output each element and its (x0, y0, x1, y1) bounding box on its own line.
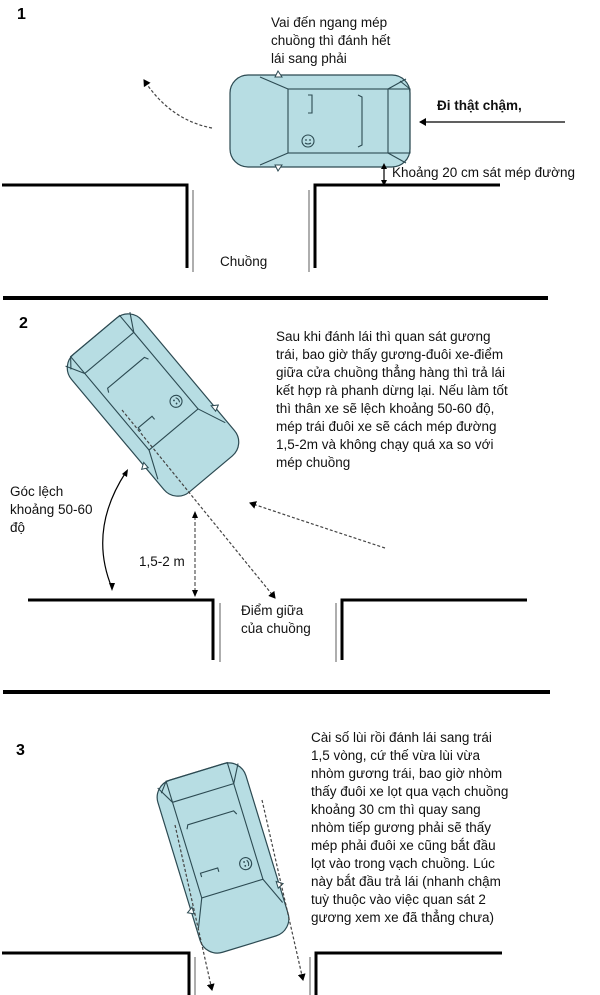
turn-note-line: Vai đến ngang mép (271, 15, 388, 30)
angle-note (10, 483, 93, 537)
turn-note-line: lái sang phải (271, 51, 347, 66)
description-line: gương xem xe đã thẳng chưa) (311, 910, 495, 925)
description-line: Cài số lùi rồi đánh lái sang trái (311, 730, 492, 745)
garage-right-wall-2 (342, 600, 527, 660)
description-line: thì thân xe sẽ lệch khoảng 50-60 độ, (276, 401, 495, 416)
garage-left-wall (2, 185, 187, 268)
step-2-description (276, 328, 508, 472)
description-line: mép phải đuôi xe cũng bắt đầu (311, 838, 496, 853)
description-line: tuỳ thuộc vào việc quan sát 2 (311, 892, 486, 907)
midpoint-note-line: của chuồng (241, 621, 311, 636)
car-step-2 (57, 304, 249, 506)
angle-note-line: khoảng 50-60 (10, 502, 93, 517)
midpoint-note (241, 602, 311, 638)
description-line: kết hợp rà phanh dừng lại. Nếu làm tốt (276, 383, 508, 398)
midpoint-note-line: Điểm giữa (241, 603, 304, 618)
garage-left-wall-3 (2, 953, 189, 995)
approach-path (250, 503, 385, 548)
description-line: mép chuồng (276, 455, 351, 470)
description-line: 1,5 vòng, cứ thế vừa lùi vừa (311, 748, 480, 763)
description-line: thấy đuôi xe lọt qua vạch chuồng (311, 784, 509, 799)
step-number-3: 3 (16, 742, 25, 759)
distance-note: Khoảng 20 cm sát mép đường (392, 165, 575, 180)
description-line: khoảng 30 cm thì quay sang (311, 802, 481, 817)
step-3-description (311, 729, 508, 927)
car-step-3 (149, 757, 297, 958)
angle-arc (103, 472, 126, 588)
garage-left-wall-2 (28, 600, 213, 660)
turn-note (271, 14, 390, 68)
step-number-1: 1 (17, 6, 26, 23)
description-line: lọt vào trong vạch chuồng. Lúc (311, 856, 495, 871)
description-line: nhòm tiếp gương phải sẽ thấy (311, 820, 492, 835)
angle-note-line: độ (10, 520, 26, 535)
description-line: Sau khi đánh lái thì quan sát gương (276, 329, 491, 344)
speed-note: Đi thật chậm, (437, 98, 522, 113)
garage-right-wall-3 (316, 953, 502, 995)
description-line: 1,5-2m và không chạy quá xa so với (276, 437, 494, 452)
car-step-1 (230, 71, 410, 171)
description-line: giữa cửa chuồng thẳng hàng thì trả lái (276, 365, 505, 380)
description-line: này bắt đầu trả lái (nhanh chậm (311, 874, 501, 889)
garage-right-wall (315, 185, 500, 268)
description-line: mép trái đuôi xe sẽ cách mép đường (276, 419, 497, 434)
turn-note-line: chuồng thì đánh hết (271, 33, 391, 48)
step-number-2: 2 (19, 315, 28, 332)
angle-note-line: Góc lệch (10, 484, 64, 499)
description-line: nhòm gương trái, bao giờ nhòm (311, 766, 503, 781)
garage-label: Chuồng (220, 254, 268, 269)
description-line: trái, bao giờ thấy gương-đuôi xe-điểm (276, 347, 504, 362)
turn-path-arrow (144, 80, 212, 128)
distance-label-2: 1,5-2 m (139, 554, 185, 569)
